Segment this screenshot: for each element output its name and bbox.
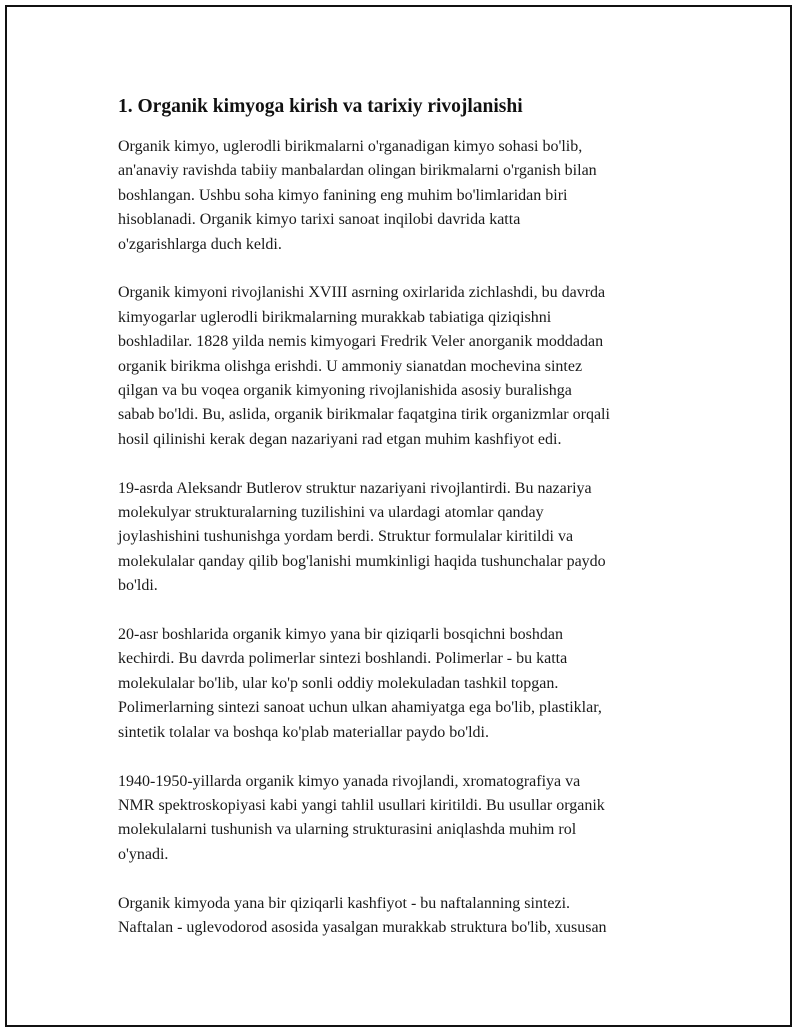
paragraph-line: sabab bo'ldi. Bu, aslida, organik birikmalar faqatgina tirik organizmlar orqali <box>118 406 610 424</box>
paragraph-line: o'ynadi. <box>118 845 169 863</box>
paragraph-line: 1940-1950-yillarda organik kimyo yanada rivojlandi, xromatografiya va <box>118 772 581 790</box>
paragraph-line: molekulalar qanday qilib bog'lanishi mumkinligi haqida tushunchalar paydo <box>118 552 606 570</box>
paragraph-line: Organik kimyo, uglerodli birikmalarni o'rganadigan kimyo sohasi bo'lib, <box>118 138 583 155</box>
paragraph-1 <box>118 135 688 257</box>
paragraph-6 <box>118 892 688 941</box>
paragraph-line: Naftalan - uglevodorod asosida yasalgan murakkab struktura bo'lib, xususan <box>118 918 607 936</box>
paragraph-line: 20-asr boshlarida organik kimyo yana bir qiziqarli bosqichni boshdan <box>118 626 563 644</box>
paragraph-line: Organik kimyoni rivojlanishi XVIII asrning oxirlarida zichlashdi, bu davrda <box>118 284 606 302</box>
paragraph-5 <box>118 770 688 868</box>
paragraph-line: molekulyar strukturalarning tuzilishini va ulardagi atomlar qanday <box>118 504 544 522</box>
paragraph-line: kimyogarlar uglerodli birikmalarning murakkab tabiatiga qiziqishni <box>118 308 552 326</box>
paragraph-line: boshladilar. 1828 yilda nemis kimyogari Fredrik Veler anorganik moddadan <box>118 333 604 351</box>
paragraph-line: kechirdi. Bu davrda polimerlar sintezi boshlandi. Polimerlar - bu katta <box>118 650 568 668</box>
paragraph-line: bo'ldi. <box>118 577 158 595</box>
paragraph-line: sintetik tolalar va boshqa ko'plab materiallar paydo bo'ldi. <box>118 723 489 741</box>
section-heading: 1. Organik kimyoga kirish va tarixiy rivojlanishi <box>118 96 523 117</box>
paragraph-line: molekulalarni tushunish va ularning strukturasini aniqlashda muhim rol <box>118 821 577 839</box>
paragraph-4 <box>118 623 688 745</box>
paragraph-line: hisoblanadi. Organik kimyo tarixi sanoat inqilobi davrida katta <box>118 211 521 229</box>
paragraph-line: boshlangan. Ushbu soha kimyo fanining eng muhim bo'limlaridan biri <box>118 186 568 204</box>
document-body <box>118 93 688 965</box>
paragraph-3 <box>118 477 688 599</box>
paragraph-line: qilgan va bu voqea organik kimyoning rivojlanishida asosiy buralishga <box>118 382 572 400</box>
paragraph-line: joylashishini tushunishga yordam berdi. Struktur formulalar kiritildi va <box>118 528 574 546</box>
paragraph-line: an'anaviy ravishda tabiiy manbalardan olingan birikmalarni o'rganish bilan <box>118 162 597 180</box>
paragraph-line: organik birikma olishga erishdi. U ammoniy sianatdan mochevina sintez <box>118 357 583 375</box>
paragraph-line: Polimerlarning sintezi sanoat uchun ulkan ahamiyatga ega bo'lib, plastiklar, <box>118 699 602 717</box>
paragraph-line: molekulalar bo'lib, ular ko'p sonli oddiy molekuladan tashkil topgan. <box>118 674 559 692</box>
paragraph-line: o'zgarishlarga duch keldi. <box>118 235 282 253</box>
paragraph-line: NMR spektroskopiyasi kabi yangi tahlil usullari kiritildi. Bu usullar organik <box>118 796 605 814</box>
paragraph-line: 19-asrda Aleksandr Butlerov struktur nazariyani rivojlantirdi. Bu nazariya <box>118 479 592 497</box>
paragraph-2 <box>118 281 688 452</box>
paragraph-line: hosil qilinishi kerak degan nazariyani rad etgan muhim kashfiyot edi. <box>118 430 562 448</box>
paragraph-line: Organik kimyoda yana bir qiziqarli kashfiyot - bu naftalanning sintezi. <box>118 894 571 912</box>
